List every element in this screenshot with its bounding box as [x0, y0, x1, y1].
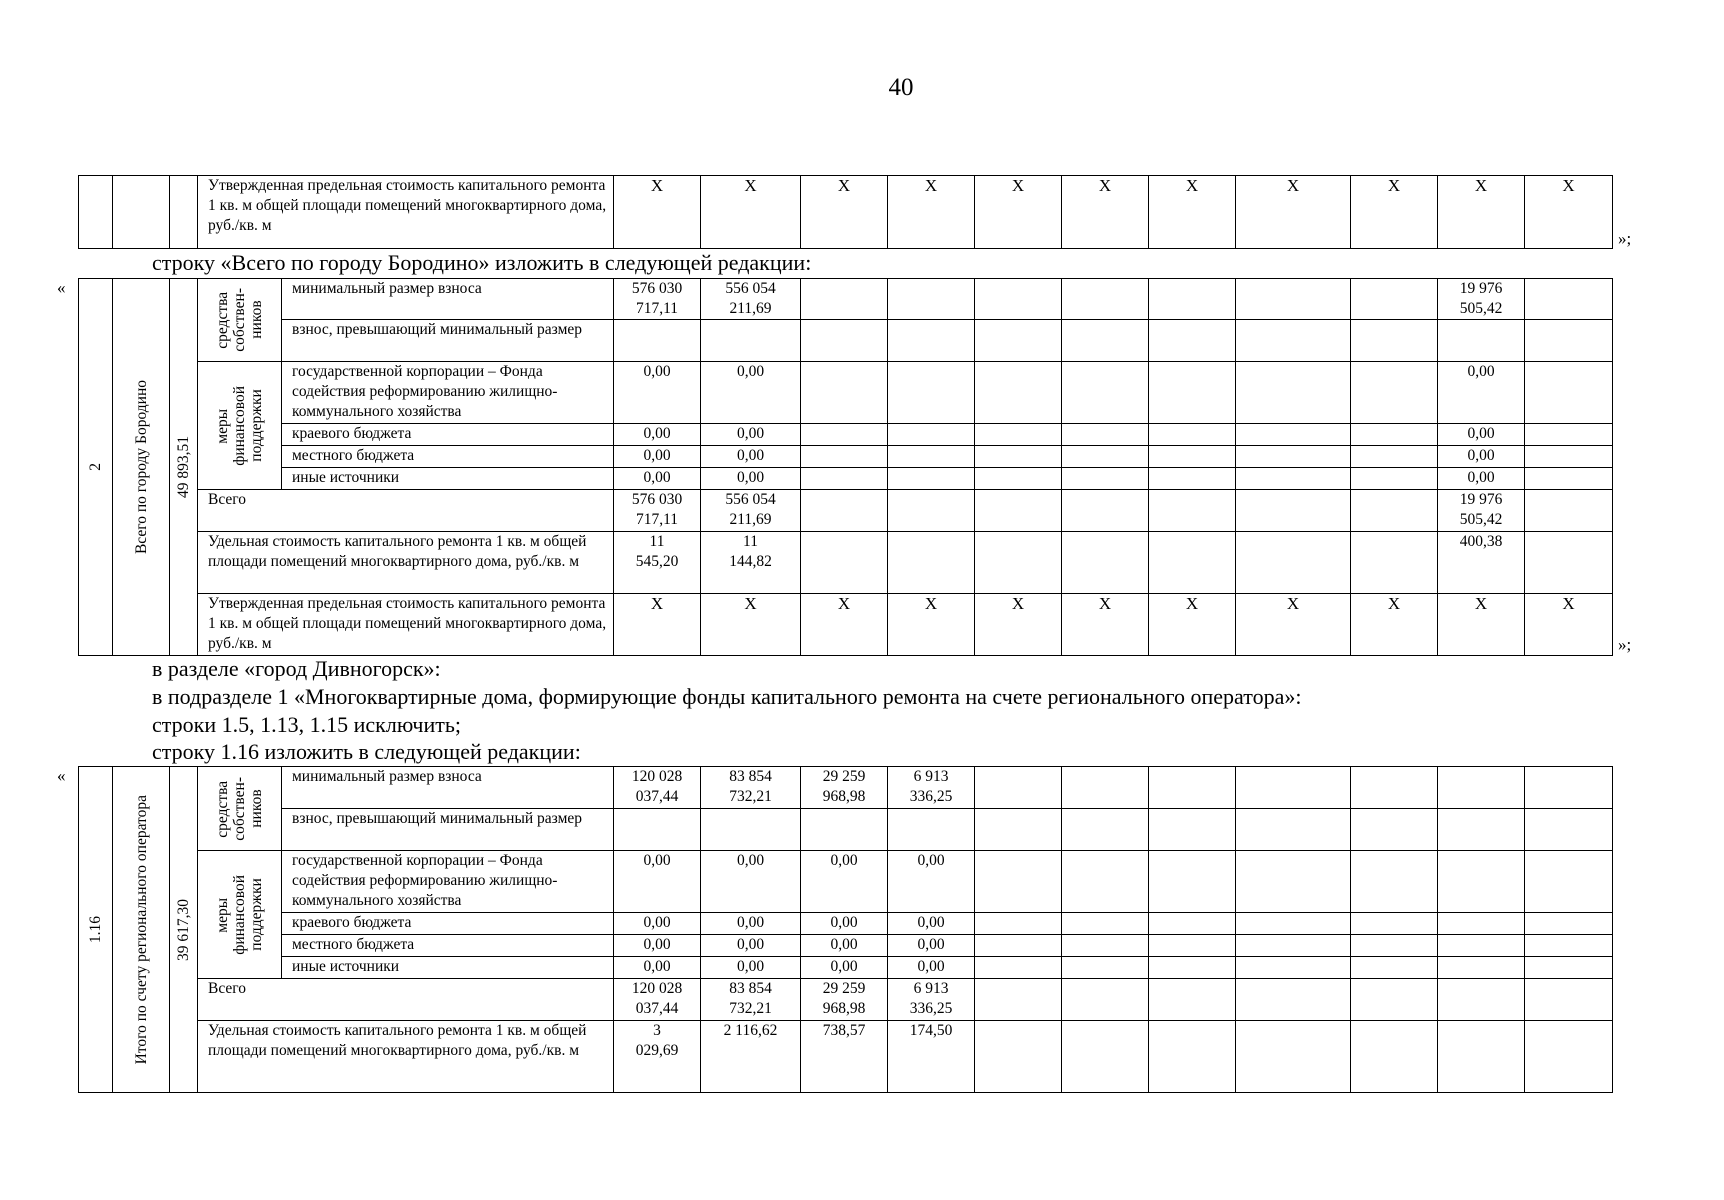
value-cell [1438, 767, 1525, 809]
value-cell [975, 446, 1062, 468]
value-cell [801, 490, 888, 532]
value-cell: 0,00 [614, 935, 701, 957]
x-mark-cell: X [975, 594, 1062, 656]
instruction-line: строку «Всего по городу Бородино» изложить в следующей редакции: [152, 250, 812, 275]
value-cell [1062, 809, 1149, 851]
row-label: Всего [198, 979, 614, 1021]
table-row [79, 594, 1613, 656]
value-cell [1062, 468, 1149, 490]
value-cell: 0,00 [614, 362, 701, 424]
value-cell [1149, 424, 1236, 446]
table-row [79, 809, 1613, 851]
value-cell [975, 851, 1062, 913]
x-mark-cell: X [1149, 176, 1236, 249]
value-cell: 6 913 336,25 [888, 979, 975, 1021]
value-cell [1149, 532, 1236, 594]
value-cell: 0,00 [1438, 468, 1525, 490]
row-number-cell [79, 279, 113, 656]
value-cell [1149, 913, 1236, 935]
value-cell [1438, 957, 1525, 979]
x-mark-cell: X [1236, 594, 1351, 656]
row-label: иные источники [282, 468, 614, 490]
value-cell: 0,00 [888, 957, 975, 979]
value-cell: 0,00 [701, 851, 801, 913]
value-cell: 0,00 [1438, 362, 1525, 424]
row-number-text: 2 [87, 463, 104, 471]
value-cell [1438, 851, 1525, 913]
value-cell [801, 532, 888, 594]
x-mark-cell: X [888, 176, 975, 249]
section-line: в разделе «город Дивногорск»: [152, 656, 441, 681]
value-cell [1438, 809, 1525, 851]
value-cell [1351, 957, 1438, 979]
open-mark-borodino: « [57, 278, 66, 297]
row-label: взнос, превышающий минимальный размер [282, 320, 614, 362]
table-row [79, 176, 1613, 249]
value-cell [1438, 1021, 1525, 1093]
value-cell [975, 935, 1062, 957]
table-row [79, 935, 1613, 957]
value-cell: 0,00 [701, 913, 801, 935]
value-cell [1351, 490, 1438, 532]
table-row [79, 362, 1613, 424]
value-cell [888, 362, 975, 424]
x-mark-cell: X [614, 594, 701, 656]
value-cell: 19 976 505,42 [1438, 490, 1525, 532]
value-cell: 400,38 [1438, 532, 1525, 594]
x-mark-cell: X [614, 176, 701, 249]
value-cell: 29 259 968,98 [801, 767, 888, 809]
value-cell [1149, 320, 1236, 362]
value-cell [1351, 809, 1438, 851]
value-cell: 0,00 [701, 424, 801, 446]
group-financial-support [198, 851, 282, 979]
value-cell [1236, 851, 1351, 913]
value-cell [801, 362, 888, 424]
table-divnogorsk [78, 766, 1613, 1093]
row-label: Утвержденная предельная стоимость капитального ремонта 1 кв. м общей площади помещений многоквартирного дома, руб./кв. м [198, 176, 614, 249]
value-cell [1236, 490, 1351, 532]
value-cell [888, 809, 975, 851]
table-row [79, 957, 1613, 979]
value-cell [1236, 767, 1351, 809]
instruction-line-2: строку 1.16 изложить в следующей редакции: [152, 739, 581, 764]
value-cell: 738,57 [801, 1021, 888, 1093]
value-cell [975, 279, 1062, 320]
value-cell: 0,00 [701, 468, 801, 490]
row-label: минимальный размер взноса [282, 279, 614, 320]
row-label: Удельная стоимость капитального ремонта 1 кв. м общей площади помещений многоквартирного дома, руб./кв. м [198, 532, 614, 594]
value-cell [1236, 1021, 1351, 1093]
value-cell: 0,00 [801, 913, 888, 935]
value-cell [1438, 320, 1525, 362]
value-cell [614, 809, 701, 851]
value-cell: 0,00 [888, 935, 975, 957]
value-cell [975, 957, 1062, 979]
value-cell [1236, 957, 1351, 979]
value-cell [1351, 979, 1438, 1021]
group-own-funds [198, 279, 282, 362]
value-cell [1525, 468, 1613, 490]
value-cell: 0,00 [888, 851, 975, 913]
x-mark-cell: X [801, 594, 888, 656]
value-cell [888, 320, 975, 362]
row-label: краевого бюджета [282, 913, 614, 935]
close-mark-top: »; [1618, 229, 1632, 248]
table-row [79, 851, 1613, 913]
table-row [79, 320, 1613, 362]
value-cell [1062, 767, 1149, 809]
value-cell: 0,00 [614, 957, 701, 979]
value-cell [888, 446, 975, 468]
value-cell: 11 545,20 [614, 532, 701, 594]
area-text: 49 893,51 [175, 436, 192, 498]
value-cell [975, 362, 1062, 424]
value-cell [1062, 851, 1149, 913]
value-cell: 576 030 717,11 [614, 490, 701, 532]
row-label: государственной корпорации – Фонда содействия реформированию жилищно-коммунального хозяйства [282, 362, 614, 424]
x-mark-cell: X [1351, 594, 1438, 656]
value-cell: 0,00 [614, 424, 701, 446]
value-cell [1236, 362, 1351, 424]
value-cell: 0,00 [801, 851, 888, 913]
value-cell [1236, 935, 1351, 957]
value-cell [975, 468, 1062, 490]
value-cell [975, 979, 1062, 1021]
value-cell: 2 116,62 [701, 1021, 801, 1093]
value-cell [1525, 957, 1613, 979]
area-cell [170, 279, 198, 656]
row-label: иные источники [282, 957, 614, 979]
value-cell [975, 913, 1062, 935]
exclude-line: строки 1.5, 1.13, 1.15 исключить; [152, 712, 462, 737]
value-cell [1236, 979, 1351, 1021]
open-mark-divnogorsk: « [57, 766, 66, 785]
value-cell [1351, 1021, 1438, 1093]
value-cell [1062, 1021, 1149, 1093]
value-cell [1236, 809, 1351, 851]
value-cell [1351, 320, 1438, 362]
value-cell [1351, 446, 1438, 468]
value-cell [975, 490, 1062, 532]
row-label: взнос, превышающий минимальный размер [282, 809, 614, 851]
value-cell [1236, 320, 1351, 362]
value-cell: 83 854 732,21 [701, 767, 801, 809]
value-cell [801, 424, 888, 446]
x-mark-cell: X [975, 176, 1062, 249]
value-cell: 3 029,69 [614, 1021, 701, 1093]
row-label: Удельная стоимость капитального ремонта 1 кв. м общей площади помещений многоквартирного дома, руб./кв. м [198, 1021, 614, 1093]
x-mark-cell: X [701, 176, 801, 249]
table-row [79, 913, 1613, 935]
close-mark-borodino: »; [1618, 635, 1632, 654]
table-row [79, 446, 1613, 468]
value-cell [1149, 851, 1236, 913]
table-row [79, 532, 1613, 594]
value-cell [975, 532, 1062, 594]
x-mark-cell: X [1438, 176, 1525, 249]
value-cell [1062, 957, 1149, 979]
value-cell [1438, 979, 1525, 1021]
row-name-text: Всего по городу Бородино [132, 379, 150, 555]
group-financial-support-text: меры финансовой поддержки [214, 874, 265, 955]
value-cell [1351, 468, 1438, 490]
value-cell [1236, 446, 1351, 468]
value-cell [1236, 532, 1351, 594]
value-cell: 0,00 [801, 957, 888, 979]
value-cell [975, 1021, 1062, 1093]
value-cell [1062, 935, 1149, 957]
value-cell [1438, 913, 1525, 935]
value-cell [1525, 362, 1613, 424]
value-cell [888, 490, 975, 532]
value-cell: 6 913 336,25 [888, 767, 975, 809]
value-cell [1149, 809, 1236, 851]
value-cell [1236, 424, 1351, 446]
table-row [79, 490, 1613, 532]
value-cell [614, 320, 701, 362]
value-cell [1062, 320, 1149, 362]
value-cell: 556 054 211,69 [701, 490, 801, 532]
group-own-funds-text: средства собствен- ников [214, 288, 265, 352]
value-cell [888, 532, 975, 594]
value-cell [801, 468, 888, 490]
value-cell [888, 279, 975, 320]
value-cell [1351, 851, 1438, 913]
group-own-funds-text: средства собствен- ников [214, 776, 265, 841]
row-name-cell [113, 767, 170, 1093]
value-cell [1525, 809, 1613, 851]
row-name-text: Итого по счету регионального оператора [132, 794, 150, 1065]
value-cell: 576 030 717,11 [614, 279, 701, 320]
value-cell: 0,00 [614, 446, 701, 468]
value-cell [1236, 279, 1351, 320]
value-cell [1149, 979, 1236, 1021]
value-cell [1351, 767, 1438, 809]
x-mark-cell: X [701, 594, 801, 656]
x-mark-cell: X [888, 594, 975, 656]
value-cell: 0,00 [614, 468, 701, 490]
value-cell: 83 854 732,21 [701, 979, 801, 1021]
value-cell [1062, 979, 1149, 1021]
value-cell: 0,00 [701, 957, 801, 979]
page-number: 40 [888, 74, 914, 101]
row-label: Всего [198, 490, 614, 532]
value-cell [1525, 279, 1613, 320]
value-cell [801, 320, 888, 362]
value-cell: 0,00 [801, 935, 888, 957]
value-cell [1062, 279, 1149, 320]
value-cell [1525, 1021, 1613, 1093]
value-cell [1149, 935, 1236, 957]
x-mark-cell: X [1062, 594, 1149, 656]
value-cell: 19 976 505,42 [1438, 279, 1525, 320]
value-cell [888, 468, 975, 490]
value-cell: 11 144,82 [701, 532, 801, 594]
value-cell: 120 028 037,44 [614, 767, 701, 809]
x-mark-cell: X [1525, 176, 1613, 249]
value-cell [1525, 532, 1613, 594]
area-cell [170, 767, 198, 1093]
x-mark-cell: X [1062, 176, 1149, 249]
value-cell [801, 279, 888, 320]
value-cell [801, 809, 888, 851]
value-cell [1525, 979, 1613, 1021]
value-cell [1351, 935, 1438, 957]
value-cell [1236, 913, 1351, 935]
value-cell: 0,00 [1438, 424, 1525, 446]
value-cell: 0,00 [888, 913, 975, 935]
value-cell [1149, 1021, 1236, 1093]
value-cell [701, 809, 801, 851]
value-cell [1062, 532, 1149, 594]
value-cell [1525, 913, 1613, 935]
value-cell: 0,00 [701, 446, 801, 468]
value-cell [975, 424, 1062, 446]
value-cell [1525, 320, 1613, 362]
value-cell [1525, 446, 1613, 468]
group-own-funds [198, 767, 282, 851]
value-cell [1525, 851, 1613, 913]
row-label: местного бюджета [282, 935, 614, 957]
value-cell [701, 320, 801, 362]
value-cell: 0,00 [614, 913, 701, 935]
value-cell: 0,00 [701, 362, 801, 424]
row-label: краевого бюджета [282, 424, 614, 446]
value-cell [1351, 279, 1438, 320]
group-financial-support-text: меры финансовой поддержки [214, 385, 265, 466]
x-mark-cell: X [1438, 594, 1525, 656]
value-cell: 29 259 968,98 [801, 979, 888, 1021]
x-mark-cell: X [1351, 176, 1438, 249]
x-mark-cell: X [1236, 176, 1351, 249]
value-cell: 0,00 [1438, 446, 1525, 468]
value-cell [1525, 767, 1613, 809]
value-cell [888, 424, 975, 446]
area-text: 39 617,30 [175, 898, 192, 961]
value-cell: 556 054 211,69 [701, 279, 801, 320]
value-cell [1149, 468, 1236, 490]
value-cell [1149, 446, 1236, 468]
row-label: минимальный размер взноса [282, 767, 614, 809]
value-cell [1149, 767, 1236, 809]
row-name-cell [113, 279, 170, 656]
value-cell [1236, 468, 1351, 490]
table-row [79, 279, 1613, 320]
table-top-fragment [78, 175, 1613, 249]
value-cell [801, 446, 888, 468]
x-mark-cell: X [1149, 594, 1236, 656]
table-row [79, 767, 1613, 809]
value-cell [1149, 279, 1236, 320]
table-row [79, 979, 1613, 1021]
value-cell: 120 028 037,44 [614, 979, 701, 1021]
value-cell: 0,00 [614, 851, 701, 913]
value-cell [1062, 913, 1149, 935]
value-cell: 174,50 [888, 1021, 975, 1093]
value-cell: 0,00 [701, 935, 801, 957]
table-row [79, 1021, 1613, 1093]
row-number-cell [79, 767, 113, 1093]
value-cell [1149, 957, 1236, 979]
table-row [79, 424, 1613, 446]
value-cell [1062, 490, 1149, 532]
table-row [79, 468, 1613, 490]
row-label: Утвержденная предельная стоимость капитального ремонта 1 кв. м общей площади помещений многоквартирного дома, руб./кв. м [198, 594, 614, 656]
value-cell [975, 809, 1062, 851]
x-mark-cell: X [1525, 594, 1613, 656]
group-financial-support [198, 362, 282, 490]
value-cell [1062, 362, 1149, 424]
value-cell [1525, 935, 1613, 957]
value-cell [1062, 424, 1149, 446]
subsection-line: в подразделе 1 «Многоквартирные дома, формирующие фонды капитального ремонта на счете регионального оператора»: [152, 684, 1302, 709]
value-cell [975, 767, 1062, 809]
value-cell [1062, 446, 1149, 468]
table-borodino [78, 278, 1613, 656]
row-label: государственной корпорации – Фонда содействия реформированию жилищно-коммунального хозяйства [282, 851, 614, 913]
value-cell [1149, 362, 1236, 424]
value-cell [1351, 532, 1438, 594]
x-mark-cell: X [801, 176, 888, 249]
value-cell [1525, 490, 1613, 532]
row-label: местного бюджета [282, 446, 614, 468]
value-cell [1438, 935, 1525, 957]
value-cell [1149, 490, 1236, 532]
value-cell [1351, 424, 1438, 446]
value-cell [1351, 362, 1438, 424]
value-cell [1525, 424, 1613, 446]
row-number-text: 1.16 [87, 915, 104, 944]
value-cell [975, 320, 1062, 362]
value-cell [1351, 913, 1438, 935]
